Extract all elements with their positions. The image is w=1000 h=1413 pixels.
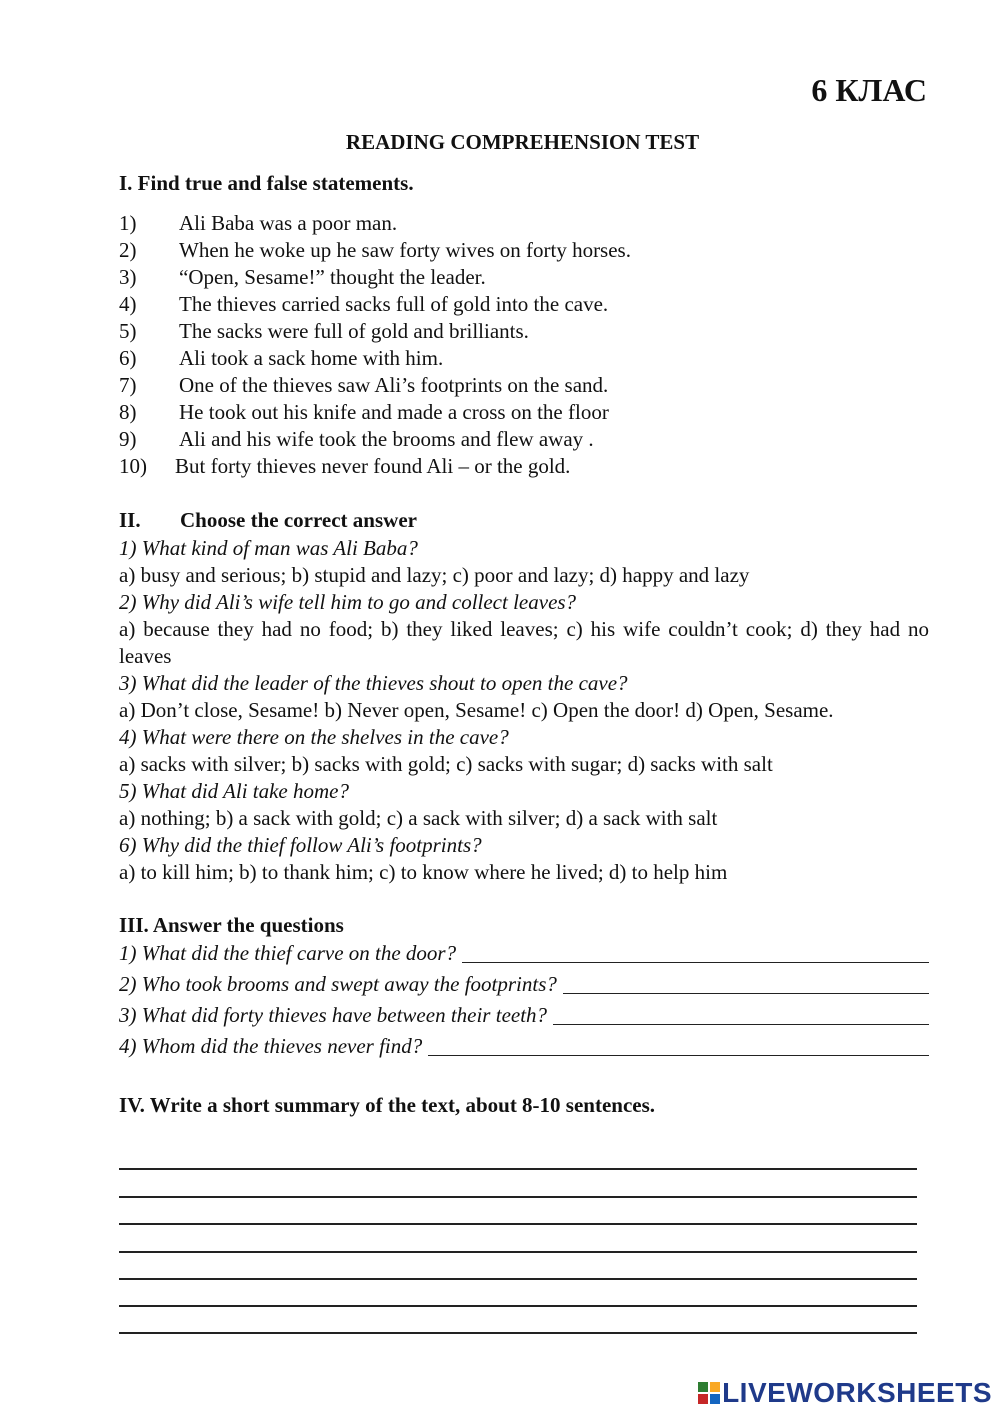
open-question xyxy=(119,1003,929,1028)
item-text: Ali Baba was a poor man. xyxy=(179,211,398,235)
section4-heading: IV. Write a short summary of the text, about 8-10 sentences. xyxy=(119,1093,656,1117)
question-text: 3) What did forty thieves have between their teeth? xyxy=(119,1003,548,1027)
mc-answers: a) because they had no food; b) they liked leaves; c) his wife couldn’t cook; d) they had no leaves xyxy=(119,617,929,668)
mc-question: 4) What were there on the shelves in the cave? xyxy=(119,725,509,749)
summary-line[interactable] xyxy=(119,1251,917,1253)
grade-label: 6 КЛАС xyxy=(811,72,927,108)
item-text: The sacks were full of gold and brilliants. xyxy=(179,319,529,343)
item-text: The thieves carried sacks full of gold into the cave. xyxy=(179,292,609,316)
item-text: But forty thieves never found Ali – or the gold. xyxy=(175,454,571,478)
summary-line[interactable] xyxy=(119,1278,917,1280)
answer-line[interactable] xyxy=(462,944,929,963)
multiple-choice-list xyxy=(119,535,929,886)
answer-line[interactable] xyxy=(553,1006,929,1025)
list-item xyxy=(119,372,631,399)
list-item xyxy=(119,426,631,453)
item-text: When he woke up he saw forty wives on forty horses. xyxy=(179,238,631,262)
item-text: Ali took a sack home with him. xyxy=(179,346,444,370)
summary-line[interactable] xyxy=(119,1223,917,1225)
list-item xyxy=(119,264,631,291)
list-item xyxy=(119,453,631,480)
mc-question: 3) What did the leader of the thieves shout to open the cave? xyxy=(119,671,628,695)
question-text: 2) Who took brooms and swept away the footprints? xyxy=(119,972,557,996)
list-item xyxy=(119,237,631,264)
summary-line[interactable] xyxy=(119,1196,917,1198)
item-text: “Open, Sesame!” thought the leader. xyxy=(179,265,486,289)
list-item xyxy=(119,318,631,345)
mc-answers: a) nothing; b) a sack with gold; c) a sack with silver; d) a sack with salt xyxy=(119,806,718,830)
item-number: 7) xyxy=(119,373,137,397)
mc-question: 2) Why did Ali’s wife tell him to go and collect leaves? xyxy=(119,590,577,614)
item-text: Ali and his wife took the brooms and flew away . xyxy=(179,427,594,451)
mc-answers: a) sacks with silver; b) sacks with gold; c) sacks with sugar; d) sacks with salt xyxy=(119,752,773,776)
open-question xyxy=(119,941,929,966)
item-text: One of the thieves saw Ali’s footprints on the sand. xyxy=(179,373,609,397)
mc-question: 6) Why did the thief follow Ali’s footprints? xyxy=(119,833,482,857)
list-item xyxy=(119,210,631,237)
brand-name: LIVEWORKSHEETS xyxy=(722,1377,992,1408)
item-number: 1) xyxy=(119,211,137,235)
section1-heading: I. Find true and false statements. xyxy=(119,171,414,195)
answer-line[interactable] xyxy=(563,975,929,994)
question-text: 1) What did the thief carve on the door? xyxy=(119,941,457,965)
section3-heading: III. Answer the questions xyxy=(119,913,344,937)
question-text: 4) Whom did the thieves never find? xyxy=(119,1034,423,1058)
item-number: 8) xyxy=(119,400,137,424)
item-text: He took out his knife and made a cross on the floor xyxy=(179,400,609,424)
mc-question: 5) What did Ali take home? xyxy=(119,779,349,803)
item-number: 3) xyxy=(119,265,137,289)
answer-line[interactable] xyxy=(428,1037,929,1056)
mc-answers: a) busy and serious; b) stupid and lazy; c) poor and lazy; d) happy and lazy xyxy=(119,563,750,587)
list-item xyxy=(119,291,631,318)
true-false-list xyxy=(119,210,631,480)
summary-line[interactable] xyxy=(119,1168,917,1170)
item-number: 9) xyxy=(119,427,137,451)
summary-line[interactable] xyxy=(119,1305,917,1307)
grid-logo-icon xyxy=(698,1382,720,1404)
test-title: READING COMPREHENSION TEST xyxy=(345,130,700,154)
section2-title: Choose the correct answer xyxy=(180,508,417,532)
item-number: 4) xyxy=(119,292,137,316)
mc-answers: a) Don’t close, Sesame! b) Never open, Sesame! c) Open the door! d) Open, Sesame. xyxy=(119,698,834,722)
mc-answers: a) to kill him; b) to thank him; c) to know where he lived; d) to help him xyxy=(119,860,728,884)
item-number: 2) xyxy=(119,238,137,262)
item-number: 10) xyxy=(119,454,147,478)
mc-question: 1) What kind of man was Ali Baba? xyxy=(119,536,418,560)
item-number: 6) xyxy=(119,346,137,370)
item-number: 5) xyxy=(119,319,137,343)
summary-line[interactable] xyxy=(119,1332,917,1334)
section2-heading xyxy=(119,508,417,533)
open-question xyxy=(119,1034,929,1059)
section2-numeral: II. xyxy=(119,508,141,532)
liveworksheets-logo xyxy=(698,1377,992,1409)
list-item xyxy=(119,345,631,372)
list-item xyxy=(119,399,631,426)
open-question xyxy=(119,972,929,997)
